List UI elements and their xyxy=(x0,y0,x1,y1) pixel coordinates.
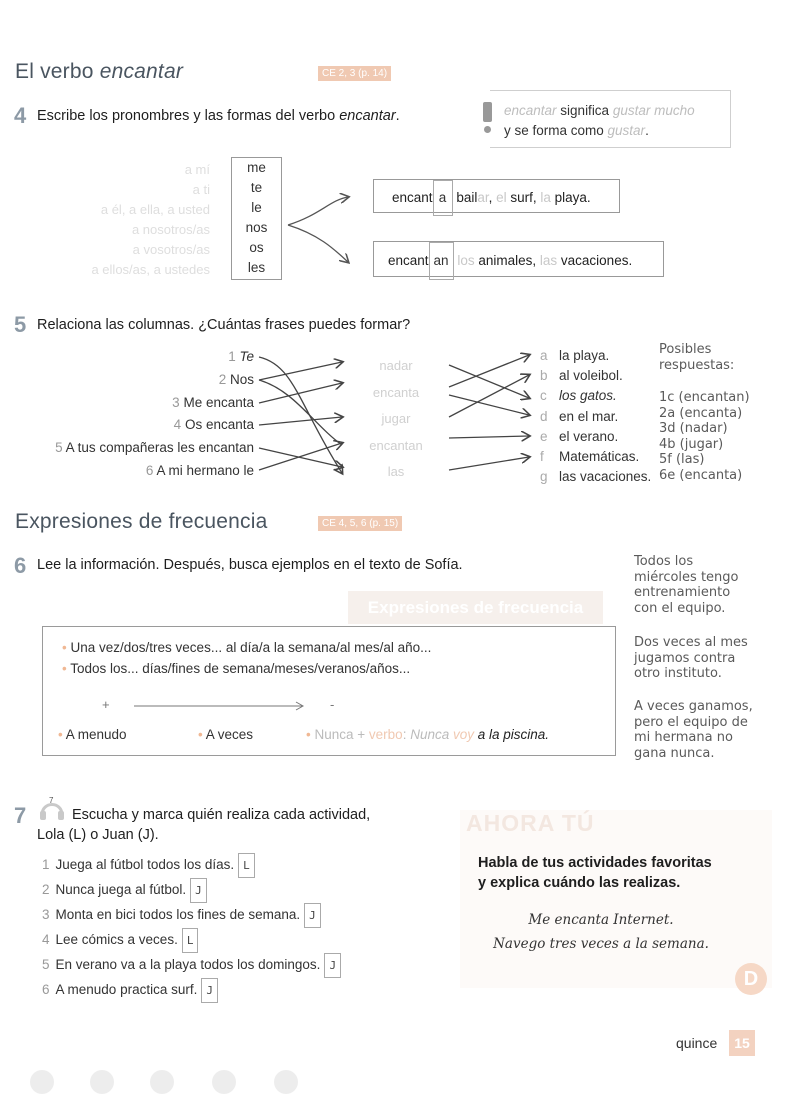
example-note-3 xyxy=(634,699,753,761)
answers-title-line: respuestas: xyxy=(659,357,735,373)
person-item: a ellos/as, a ustedes xyxy=(91,262,210,277)
example-note-2 xyxy=(634,635,748,682)
answer-line: 6e (encanta) xyxy=(659,467,743,483)
page-number: 15 xyxy=(729,1030,755,1056)
title-prefix: El verbo xyxy=(15,60,100,83)
instruction-em: encantar xyxy=(339,108,396,124)
middle-item: las xyxy=(387,464,405,479)
note-line: con el equipo. xyxy=(634,600,726,616)
stem: encant xyxy=(388,253,429,268)
right-item xyxy=(540,467,651,487)
article: las xyxy=(539,253,558,268)
item-number: 2 xyxy=(218,371,227,387)
freq-text: A veces xyxy=(205,727,254,742)
prompt-line: Habla de tus actividades favoritas xyxy=(478,855,712,871)
answer-line: 3d (nadar) xyxy=(659,421,728,436)
ahora-tu-prompt xyxy=(478,853,712,893)
person-item: a nosotros/as xyxy=(131,222,210,237)
freq-line-1 xyxy=(62,640,431,655)
exclamation-icon xyxy=(483,102,492,122)
right-item xyxy=(540,407,651,427)
answer-line: 5f (las) xyxy=(659,452,705,467)
right-item xyxy=(540,366,651,386)
middle-item: encantan xyxy=(369,437,423,453)
freq-colon: : xyxy=(402,727,411,742)
item-text: Nunca juega al fútbol. xyxy=(55,882,187,897)
activity-item xyxy=(42,878,341,903)
note-line: mi hermana no xyxy=(634,730,733,745)
right-item xyxy=(540,346,651,366)
freq-line-2 xyxy=(62,661,410,676)
ce-reference: CE 4, 5, 6 (p. 15) xyxy=(318,516,402,531)
frequency-box-header: Expresiones de frecuencia xyxy=(348,591,603,624)
decor-circle xyxy=(274,1070,298,1094)
activity-item xyxy=(42,853,341,878)
item-text: En verano va a la playa todos los domingos. xyxy=(55,957,321,972)
item-number: 4 xyxy=(173,417,182,433)
pronoun: les xyxy=(247,260,266,275)
decor-circle xyxy=(90,1070,114,1094)
bullet: • xyxy=(198,727,203,742)
right-item xyxy=(540,447,651,467)
exercise-number: 6 xyxy=(14,553,27,578)
right-column xyxy=(540,346,651,487)
exercise-instruction: Lee la información. Después, busca ejemplos en el texto de Sofía. xyxy=(37,557,463,573)
middle-item: jugar xyxy=(381,411,411,426)
stem: encant xyxy=(392,190,433,205)
word: animales, xyxy=(474,253,540,268)
left-item xyxy=(20,460,254,483)
pronoun: te xyxy=(250,180,263,195)
instruction-end: . xyxy=(395,108,400,124)
title-em: encantar xyxy=(99,60,184,83)
note-line: A veces ganamos, xyxy=(634,699,753,714)
item-number: 2 xyxy=(42,882,50,897)
pronoun-box xyxy=(231,157,282,280)
note-line: jugamos contra xyxy=(634,650,736,666)
answer-box[interactable]: L xyxy=(182,928,199,953)
left-item xyxy=(20,346,254,369)
handwritten-line: Me encanta Internet. xyxy=(528,912,674,928)
answers-list xyxy=(659,390,750,483)
note-line-1 xyxy=(504,103,695,118)
note-line2-word: gustar xyxy=(607,123,646,138)
freq-a-veces xyxy=(198,727,253,742)
item-text: Me encanta xyxy=(183,394,254,410)
answer-blank: a xyxy=(433,180,453,216)
item-text: Matemáticas. xyxy=(559,449,640,465)
activity-item xyxy=(42,978,341,1003)
decor-circle xyxy=(30,1070,54,1094)
person-item: a ti xyxy=(192,182,210,197)
answer-line: 2a (encanta) xyxy=(659,405,743,421)
right-item xyxy=(540,427,651,447)
item-letter: d xyxy=(540,408,548,424)
item-text: Lee cómics a veces. xyxy=(55,932,178,947)
encantan-box xyxy=(373,241,664,277)
left-column xyxy=(20,346,254,483)
freq-text: A menudo xyxy=(65,727,127,742)
decor-circle xyxy=(212,1070,236,1094)
note-line: Dos veces al mes xyxy=(634,635,748,650)
left-item xyxy=(20,392,254,415)
item-text: en el mar. xyxy=(559,408,619,424)
item-text: al voleibol. xyxy=(559,368,623,384)
answers-title-line: Posibles xyxy=(659,342,712,357)
ce-reference: CE 2, 3 (p. 14) xyxy=(318,66,391,81)
example-note-1 xyxy=(634,554,739,616)
persons-column xyxy=(40,160,210,280)
exercise-number: 7 xyxy=(14,803,27,828)
middle-item: nadar xyxy=(379,358,413,373)
answer-box[interactable]: J xyxy=(304,903,321,928)
item-number: 5 xyxy=(55,440,63,456)
item-text: la playa. xyxy=(559,348,610,363)
item-text: Juega al fútbol todos los días. xyxy=(55,857,235,872)
handwritten-line: Navego tres veces a la semana. xyxy=(493,936,709,952)
freq-example-verb: voy xyxy=(453,727,475,742)
item-text: los gatos. xyxy=(559,388,617,404)
branch-arrows xyxy=(280,185,380,275)
note-line: miércoles tengo xyxy=(634,569,739,585)
item-text: A mi hermano le xyxy=(156,462,254,478)
answer-box[interactable]: L xyxy=(238,853,255,878)
pronoun: me xyxy=(247,160,266,175)
item-number: 3 xyxy=(42,907,50,922)
item-text: A menudo practica surf. xyxy=(55,982,198,997)
track-number: 7 xyxy=(49,796,54,805)
answer-blank: an xyxy=(429,242,454,280)
item-letter: g xyxy=(540,469,548,485)
section-title-frecuencia: Expresiones de frecuencia xyxy=(15,510,268,533)
handwritten-answer xyxy=(478,908,724,956)
bullet: • xyxy=(62,640,67,655)
instruction-text: Escribe los pronombres y las formas del verbo xyxy=(37,108,340,124)
encanta-box xyxy=(373,179,620,213)
note-line: otro instituto. xyxy=(634,666,722,681)
item-text: Nos xyxy=(229,371,254,387)
exercise-instruction xyxy=(37,108,400,124)
pronoun: le xyxy=(251,200,262,215)
answer-line: 1c (encantan) xyxy=(659,390,750,405)
freq-line-text: Una vez/dos/tres veces... al día/a la semana/al mes/al año... xyxy=(70,640,432,655)
word: surf, xyxy=(506,190,541,205)
page-word: quince xyxy=(676,1035,718,1051)
freq-text: Nunca + xyxy=(314,727,369,742)
ahora-tu-title: AHORA TÚ xyxy=(466,810,595,836)
note-line-2 xyxy=(504,123,649,138)
note-line: Todos los xyxy=(634,554,694,569)
pronoun: nos xyxy=(245,220,268,235)
freq-line-text: Todos los... días/fines de semana/meses/veranos/años... xyxy=(70,661,411,676)
freq-example-end: a la piscina. xyxy=(474,727,550,742)
activity-item xyxy=(42,928,341,953)
exercise-number: 4 xyxy=(14,103,27,128)
answer-box[interactable]: J xyxy=(201,978,218,1003)
item-letter: c xyxy=(540,388,547,404)
item-text: A tus compañeras les encantan xyxy=(65,440,254,456)
activity-list xyxy=(42,853,341,1003)
word: vacaciones. xyxy=(557,253,633,268)
minus-sign: - xyxy=(330,697,335,712)
item-letter: f xyxy=(540,449,544,465)
item-text: Os encanta xyxy=(184,417,254,433)
left-item xyxy=(20,437,254,460)
note-line: entrenamiento xyxy=(634,585,731,600)
grammar-note xyxy=(490,90,731,148)
item-number: 6 xyxy=(145,462,154,478)
freq-nunca xyxy=(306,727,549,742)
answers-title xyxy=(659,342,734,373)
freq-example: Nunca xyxy=(410,727,453,742)
item-text: Monta en bici todos los fines de semana. xyxy=(55,907,301,922)
item-letter: b xyxy=(540,368,548,384)
article: la xyxy=(540,190,551,205)
item-number: 3 xyxy=(172,394,180,410)
activity-item xyxy=(42,903,341,928)
section-title-encantar xyxy=(15,60,183,84)
exclamation-dot xyxy=(484,126,491,133)
exercise-instruction: Relaciona las columnas. ¿Cuántas frases puedes formar? xyxy=(37,317,411,333)
right-item xyxy=(540,386,651,406)
scale-arrow xyxy=(132,700,307,712)
person-item: a vosotros/as xyxy=(132,242,210,257)
person-item: a mí xyxy=(184,162,210,177)
freq-verb: verbo xyxy=(368,727,403,742)
article: el xyxy=(496,190,507,205)
note-mid: significa xyxy=(556,103,613,118)
left-item xyxy=(20,414,254,437)
matching-lines xyxy=(254,345,554,480)
freq-a-menudo xyxy=(58,727,127,742)
item-letter: a xyxy=(540,348,548,363)
note-line2-suffix: . xyxy=(645,123,649,138)
item-number: 4 xyxy=(42,932,50,947)
exercise-number: 5 xyxy=(14,312,27,337)
pronoun: os xyxy=(249,240,264,255)
bullet: • xyxy=(306,727,311,742)
note-meaning: gustar mucho xyxy=(612,103,695,118)
word-ending: ar xyxy=(477,190,489,205)
prompt-line: y explica cuándo las realizas. xyxy=(478,875,681,891)
item-text: las vacaciones. xyxy=(559,469,652,485)
word: bail xyxy=(456,190,478,205)
exercise-instruction-line-2: Lola (L) o Juan (J). xyxy=(37,827,159,843)
item-letter: e xyxy=(540,428,548,444)
bullet: • xyxy=(62,661,67,676)
d-badge: D xyxy=(735,963,767,995)
item-number: 1 xyxy=(228,349,236,364)
item-text: Te xyxy=(239,349,254,364)
plus-sign: + xyxy=(102,697,110,712)
answer-line: 4b (jugar) xyxy=(659,436,724,452)
decor-circle xyxy=(150,1070,174,1094)
separator: , xyxy=(488,190,497,205)
middle-item: encanta xyxy=(372,384,420,400)
activity-item xyxy=(42,953,341,978)
word: playa. xyxy=(550,190,591,205)
person-item: a él, a ella, a usted xyxy=(100,202,210,217)
item-text: el verano. xyxy=(559,428,619,444)
item-number: 1 xyxy=(42,857,50,872)
note-line: pero el equipo de xyxy=(634,714,748,730)
item-number: 6 xyxy=(42,982,50,997)
left-item xyxy=(20,369,254,392)
answer-box[interactable]: J xyxy=(324,953,341,978)
exercise-instruction-line-1: Escucha y marca quién realiza cada actividad, xyxy=(72,807,371,823)
item-number: 5 xyxy=(42,957,50,972)
note-word: encantar xyxy=(504,103,557,118)
bullet: • xyxy=(58,727,63,742)
article: los xyxy=(457,253,475,268)
note-line: gana nunca. xyxy=(634,745,715,761)
note-line2-prefix: y se forma como xyxy=(504,123,608,138)
answer-box[interactable]: J xyxy=(190,878,207,903)
